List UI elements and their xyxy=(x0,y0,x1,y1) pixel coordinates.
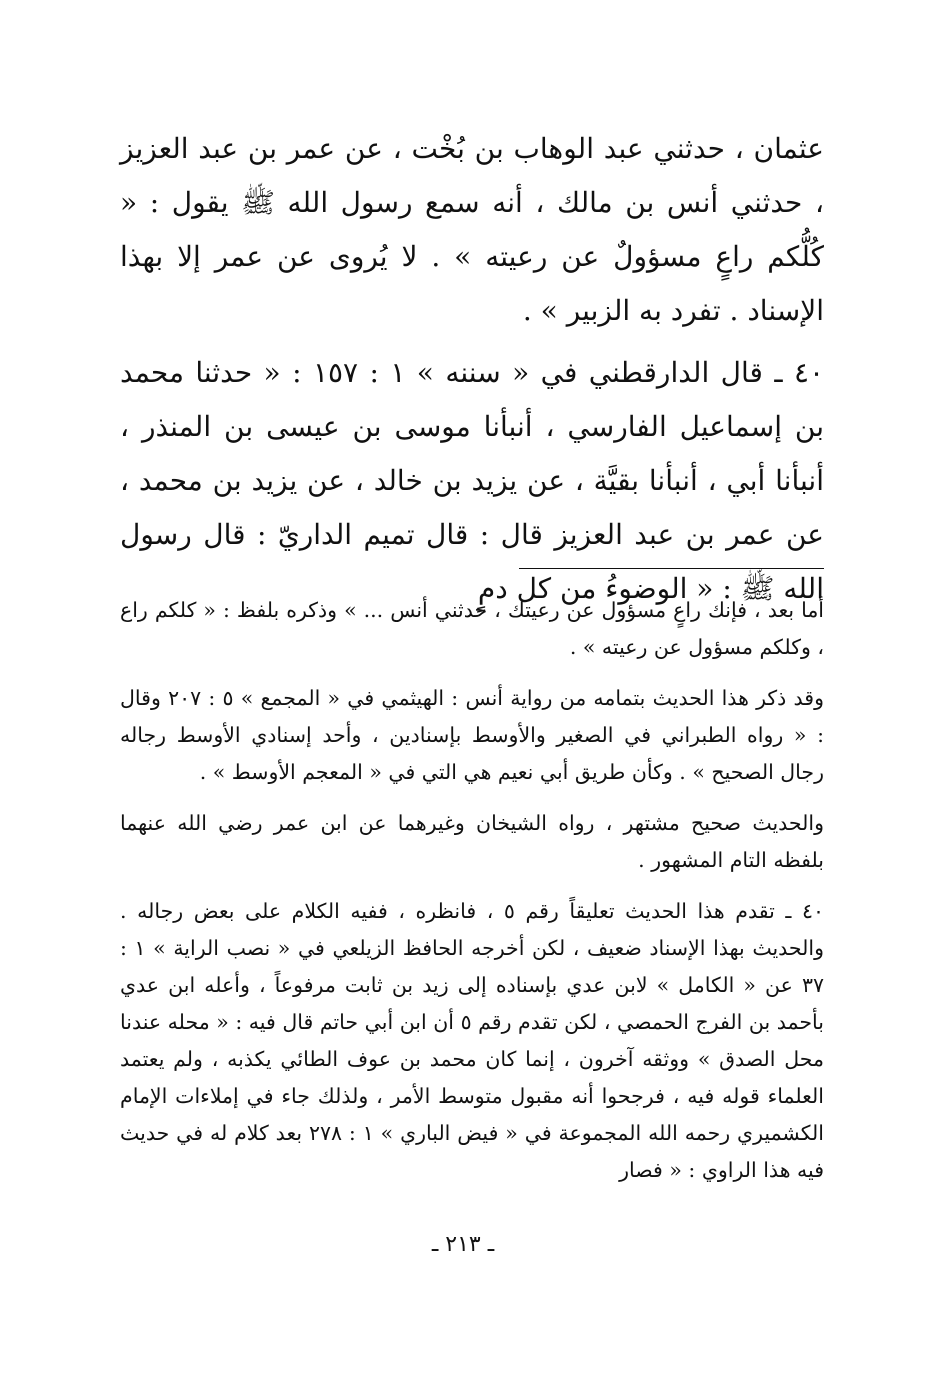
main-paragraph-2: ٤٠ ـ قال الدارقطني في « سننه » ١ : ١٥٧ : « حدثنا محمد بن إسماعيل الفارسي ، أنبأنا موسى بن عيسى بن المنذر ، أنبأنا أبي ، أنبأنا بقيَّة ، عن يزيد بن خالد ، عن يزيد بن محمد ، عن عمر بن عبد العزيز قال : قال تميم الداريّ : قال رسول الله ﷺ : « الوضوءُ من كل دمٍ xyxy=(120,356,825,605)
footnote-4: ٤٠ ـ تقدم هذا الحديث تعليقاً رقم ٥ ، فانظره ، ففيه الكلام على بعض رجاله . والحديث بهذا الإسناد ضعيف ، لكن أخرجه الحافظ الزيلعي في « نصب الراية » ١ : ٣٧ عن « الكامل » لابن عدي بإسناده إلى زيد بن ثابت مرفوعاً ، وأعله ابن عدي بأحمد بن الفرج الحمصي ، لكن تقدم رقم ٥ أن ابن أبي حاتم قال فيه : « محله عندنا محل الصدق » ووثقه آخرون ، إنما كان محمد بن عوف الطائي يكذبه ، ولم يعتمد العلماء قوله فيه ، فرجحوا أنه مقبول متوسط الأمر ، ولذلك جاء في إملاءات الإمام الكشميري رحمه الله المجموعة في « فيض الباري » ١ : ٢٧٨ بعد كلام له في حديث فيه هذا الراوي : « فصار xyxy=(120,899,825,1182)
footnote-2: وقد ذكر هذا الحديث بتمامه من رواية أنس : الهيثمي في « المجمع » ٥ : ٢٠٧ وقال : « رواه الطبراني في الصغير والأوسط بإسنادين ، وأحد إسنادي الأوسط رجاله رجال الصحيح » . وكأن طريق أبي نعيم هي التي في « المعجم الأوسط » . xyxy=(120,686,824,784)
main-text-block xyxy=(120,122,824,616)
page-number: ـ ٢١٣ ـ xyxy=(431,1232,495,1257)
footnotes-block xyxy=(120,592,824,1203)
main-paragraph-1: عثمان ، حدثني عبد الوهاب بن بُخْت ، عن عمر بن عبد العزيز ، حدثني أنس بن مالك ، أنه سمع رسول الله ﷺ يقول : « كُلُّكم راعٍ مسؤولٌ عن رعيته » . لا يُروى عن عمر إلا بهذا الإسناد . تفرد به الزبير » . xyxy=(120,132,824,327)
footnote-3: والحديث صحيح مشتهر ، رواه الشيخان وغيرهما عن ابن عمر رضي الله عنهما بلفظه التام المشهور . xyxy=(120,811,824,872)
footnote-separator xyxy=(519,568,824,569)
footnote-1: أما بعد ، فإنك راعٍ مسؤول عن رعيتك ، حدثني أنس ... » وذكره بلفظ : « كلكم راع ، وكلكم مسؤول عن رعيته » . xyxy=(120,598,824,659)
